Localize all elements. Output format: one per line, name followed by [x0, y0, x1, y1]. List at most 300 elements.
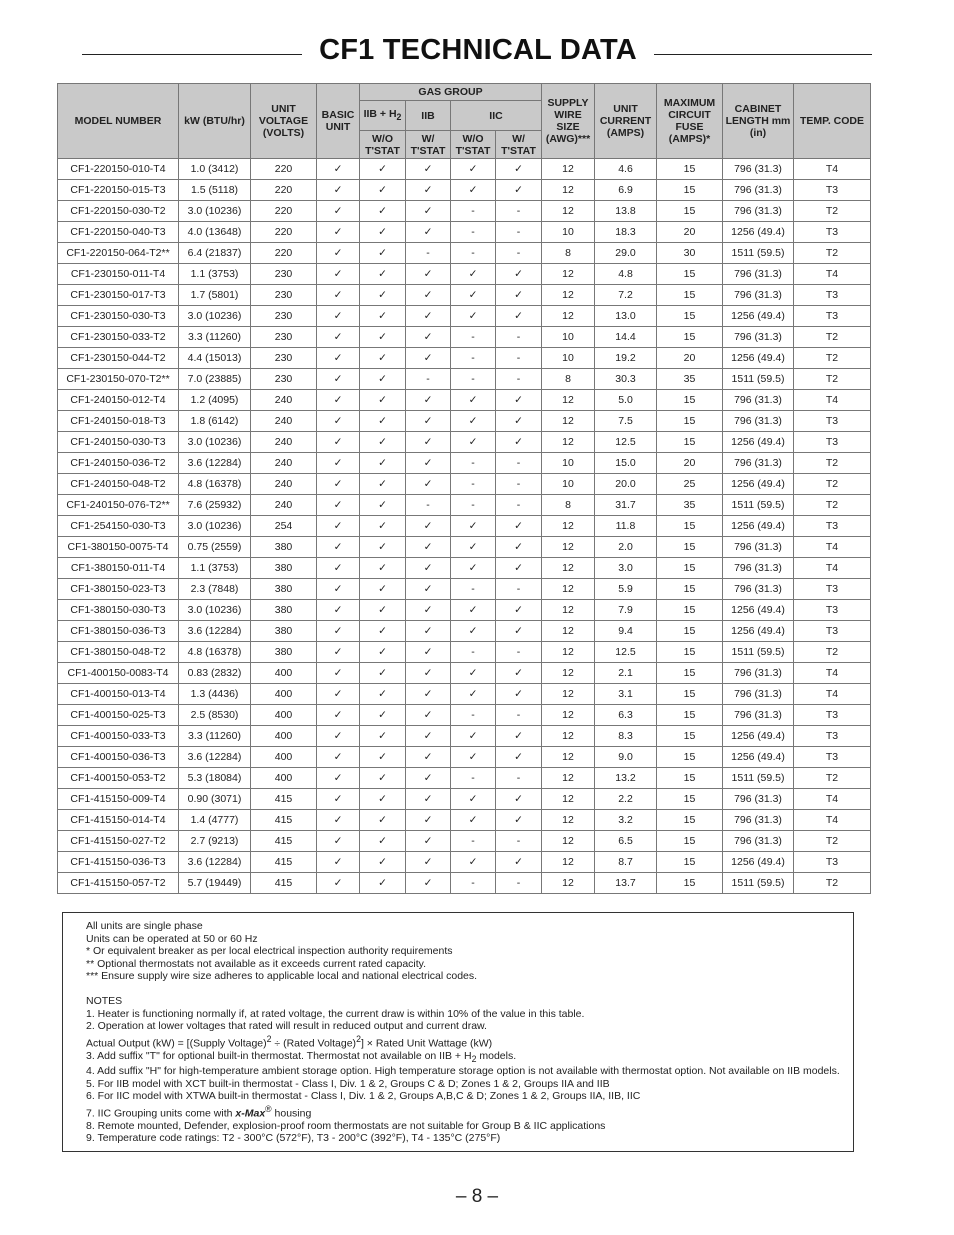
cell-iib-w-tstat: ✓	[406, 453, 451, 474]
cell-kw: 1.0 (3412)	[179, 159, 251, 180]
cell-cabinet: 796 (31.3)	[723, 180, 794, 201]
cell-iib-h2-wo-tstat: ✓	[360, 789, 406, 810]
cell-fuse: 15	[657, 579, 723, 600]
cell-basic: ✓	[317, 873, 360, 894]
cell-fuse: 15	[657, 705, 723, 726]
cell-iic-w-tstat: -	[496, 222, 542, 243]
cell-fuse: 25	[657, 474, 723, 495]
cell-iic-w-tstat: ✓	[496, 180, 542, 201]
cell-iic-wo-tstat: -	[451, 453, 496, 474]
cell-basic: ✓	[317, 390, 360, 411]
cell-iic-w-tstat: ✓	[496, 537, 542, 558]
cell-fuse: 15	[657, 159, 723, 180]
cell-kw: 5.3 (18084)	[179, 768, 251, 789]
cell-iic-wo-tstat: ✓	[451, 789, 496, 810]
cell-iic-wo-tstat: ✓	[451, 600, 496, 621]
cell-current: 12.5	[595, 642, 657, 663]
cell-iib-h2-wo-tstat: ✓	[360, 600, 406, 621]
cell-temp: T2	[794, 474, 871, 495]
cell-iic-wo-tstat: ✓	[451, 852, 496, 873]
cell-cabinet: 796 (31.3)	[723, 159, 794, 180]
cell-cabinet: 1511 (59.5)	[723, 369, 794, 390]
cell-iib-w-tstat: ✓	[406, 264, 451, 285]
cell-iic-w-tstat: ✓	[496, 285, 542, 306]
cell-iic-wo-tstat: ✓	[451, 180, 496, 201]
cell-current: 13.7	[595, 873, 657, 894]
cell-iic-w-tstat: -	[496, 495, 542, 516]
cell-fuse: 15	[657, 201, 723, 222]
cell-iic-w-tstat: -	[496, 768, 542, 789]
cell-iib-h2-wo-tstat: ✓	[360, 327, 406, 348]
cell-basic: ✓	[317, 663, 360, 684]
cell-iib-h2-wo-tstat: ✓	[360, 642, 406, 663]
cell-iic-wo-tstat: ✓	[451, 537, 496, 558]
cell-cabinet: 796 (31.3)	[723, 537, 794, 558]
cell-fuse: 15	[657, 537, 723, 558]
cell-wire: 12	[542, 285, 595, 306]
cell-fuse: 15	[657, 621, 723, 642]
cell-cabinet: 796 (31.3)	[723, 810, 794, 831]
table-row	[58, 537, 871, 558]
cell-voltage: 415	[251, 831, 317, 852]
cell-current: 3.1	[595, 684, 657, 705]
cell-fuse: 15	[657, 327, 723, 348]
cell-kw: 3.6 (12284)	[179, 747, 251, 768]
table-row	[58, 831, 871, 852]
cell-wire: 12	[542, 768, 595, 789]
cell-basic: ✓	[317, 369, 360, 390]
cell-iic-wo-tstat: ✓	[451, 684, 496, 705]
cell-cabinet: 796 (31.3)	[723, 201, 794, 222]
cell-iic-w-tstat: -	[496, 873, 542, 894]
cell-model: CF1-415150-057-T2	[58, 873, 179, 894]
note-formula	[86, 1033, 853, 1050]
cell-wire: 12	[542, 789, 595, 810]
cell-kw: 1.4 (4777)	[179, 810, 251, 831]
cell-kw: 7.6 (25932)	[179, 495, 251, 516]
cell-temp: T3	[794, 747, 871, 768]
header-max-circuit-fuse: MAXIMUM CIRCUIT FUSE (AMPS)*	[657, 84, 723, 159]
cell-fuse: 15	[657, 873, 723, 894]
cell-current: 11.8	[595, 516, 657, 537]
cell-iib-w-tstat: ✓	[406, 684, 451, 705]
table-row	[58, 348, 871, 369]
cell-cabinet: 1256 (49.4)	[723, 747, 794, 768]
cell-iib-w-tstat: ✓	[406, 663, 451, 684]
cell-iib-w-tstat: ✓	[406, 810, 451, 831]
cell-iib-h2-wo-tstat: ✓	[360, 285, 406, 306]
note-4: 4. Add suffix "H" for high-temperature ambient storage option. High temperature storage option is not available with thermostat option. Not available on IIB models.	[86, 1065, 840, 1078]
cell-kw: 3.0 (10236)	[179, 201, 251, 222]
cell-iic-wo-tstat: ✓	[451, 411, 496, 432]
cell-basic: ✓	[317, 768, 360, 789]
cell-cabinet: 1256 (49.4)	[723, 600, 794, 621]
cell-fuse: 15	[657, 432, 723, 453]
cell-temp: T2	[794, 369, 871, 390]
cell-model: CF1-400150-025-T3	[58, 705, 179, 726]
cell-iic-wo-tstat: ✓	[451, 264, 496, 285]
cell-wire: 12	[542, 810, 595, 831]
cell-wire: 10	[542, 453, 595, 474]
cell-iic-wo-tstat: -	[451, 705, 496, 726]
cell-model: CF1-240150-048-T2	[58, 474, 179, 495]
cell-model: CF1-380150-036-T3	[58, 621, 179, 642]
cell-iib-h2-wo-tstat: ✓	[360, 621, 406, 642]
cell-iic-wo-tstat: -	[451, 201, 496, 222]
cell-voltage: 400	[251, 768, 317, 789]
cell-basic: ✓	[317, 474, 360, 495]
cell-current: 9.0	[595, 747, 657, 768]
cell-iib-w-tstat: ✓	[406, 600, 451, 621]
table-row	[58, 705, 871, 726]
cell-wire: 12	[542, 705, 595, 726]
cell-model: CF1-230150-030-T3	[58, 306, 179, 327]
cell-voltage: 230	[251, 327, 317, 348]
header-unit-current: UNIT CURRENT (AMPS)	[595, 84, 657, 159]
cell-basic: ✓	[317, 411, 360, 432]
cell-iib-w-tstat: -	[406, 369, 451, 390]
cell-iic-wo-tstat: ✓	[451, 621, 496, 642]
cell-fuse: 15	[657, 411, 723, 432]
cell-wire: 12	[542, 663, 595, 684]
cell-basic: ✓	[317, 243, 360, 264]
table-row	[58, 621, 871, 642]
cell-kw: 7.0 (23885)	[179, 369, 251, 390]
cell-kw: 1.2 (4095)	[179, 390, 251, 411]
cell-temp: T3	[794, 411, 871, 432]
cell-iic-w-tstat: ✓	[496, 789, 542, 810]
cell-fuse: 15	[657, 663, 723, 684]
formula-part-b: ÷ (Rated Voltage)	[271, 1037, 357, 1049]
cell-kw: 4.4 (15013)	[179, 348, 251, 369]
cell-iic-wo-tstat: -	[451, 222, 496, 243]
cell-model: CF1-400150-036-T3	[58, 747, 179, 768]
cell-voltage: 380	[251, 558, 317, 579]
cell-temp: T2	[794, 453, 871, 474]
cell-model: CF1-220150-010-T4	[58, 159, 179, 180]
cell-kw: 1.3 (4436)	[179, 684, 251, 705]
cell-fuse: 15	[657, 516, 723, 537]
cell-iic-w-tstat: ✓	[496, 852, 542, 873]
cell-iib-w-tstat: ✓	[406, 474, 451, 495]
header-cabinet-length: CABINET LENGTH mm (in)	[723, 84, 794, 159]
cell-iib-w-tstat: ✓	[406, 390, 451, 411]
note-line: *** Ensure supply wire size adheres to applicable local and national electrical codes.	[86, 970, 478, 982]
cell-iic-w-tstat: ✓	[496, 726, 542, 747]
cell-iic-w-tstat: ✓	[496, 390, 542, 411]
cell-model: CF1-400150-013-T4	[58, 684, 179, 705]
cell-temp: T2	[794, 495, 871, 516]
note-9: 9. Temperature code ratings: T2 - 300°C (572°F), T3 - 200°C (392°F), T4 - 135°C (275°F)	[86, 1132, 501, 1145]
cell-voltage: 240	[251, 495, 317, 516]
cell-temp: T2	[794, 348, 871, 369]
general-notes	[86, 920, 853, 983]
table-body	[58, 159, 871, 894]
header-iib: IIB	[406, 101, 451, 131]
cell-iic-w-tstat: -	[496, 243, 542, 264]
cell-temp: T3	[794, 516, 871, 537]
cell-iib-h2-wo-tstat: ✓	[360, 684, 406, 705]
cell-iib-h2-wo-tstat: ✓	[360, 663, 406, 684]
cell-wire: 12	[542, 831, 595, 852]
table-row	[58, 768, 871, 789]
cell-model: CF1-240150-012-T4	[58, 390, 179, 411]
cell-basic: ✓	[317, 495, 360, 516]
cell-voltage: 400	[251, 663, 317, 684]
title-rule-right	[654, 54, 872, 55]
note-line: Units can be operated at 50 or 60 Hz	[86, 932, 258, 945]
cell-wire: 10	[542, 348, 595, 369]
cell-voltage: 240	[251, 474, 317, 495]
cell-temp: T3	[794, 705, 871, 726]
cell-wire: 12	[542, 390, 595, 411]
cell-iib-h2-wo-tstat: ✓	[360, 369, 406, 390]
cell-current: 7.2	[595, 285, 657, 306]
cell-wire: 12	[542, 873, 595, 894]
cell-kw: 2.3 (7848)	[179, 579, 251, 600]
cell-temp: T3	[794, 852, 871, 873]
cell-model: CF1-240150-030-T3	[58, 432, 179, 453]
cell-wire: 12	[542, 264, 595, 285]
cell-iib-h2-wo-tstat: ✓	[360, 852, 406, 873]
cell-iic-w-tstat: ✓	[496, 747, 542, 768]
cell-fuse: 15	[657, 831, 723, 852]
technical-data-table	[57, 83, 871, 894]
cell-current: 9.4	[595, 621, 657, 642]
cell-model: CF1-230150-044-T2	[58, 348, 179, 369]
cell-temp: T3	[794, 180, 871, 201]
cell-iib-w-tstat: ✓	[406, 411, 451, 432]
cell-basic: ✓	[317, 558, 360, 579]
header-iib-h2	[360, 101, 406, 131]
cell-iib-w-tstat: ✓	[406, 705, 451, 726]
cell-basic: ✓	[317, 810, 360, 831]
cell-cabinet: 796 (31.3)	[723, 663, 794, 684]
cell-cabinet: 796 (31.3)	[723, 390, 794, 411]
cell-kw: 4.8 (16378)	[179, 642, 251, 663]
cell-fuse: 35	[657, 369, 723, 390]
cell-basic: ✓	[317, 516, 360, 537]
cell-iib-h2-wo-tstat: ✓	[360, 474, 406, 495]
cell-iib-w-tstat: ✓	[406, 789, 451, 810]
cell-fuse: 15	[657, 810, 723, 831]
cell-current: 14.4	[595, 327, 657, 348]
cell-current: 8.7	[595, 852, 657, 873]
note-8: 8. Remote mounted, Defender, explosion-proof room thermostats are not suitable for Group B & IIC applications	[86, 1119, 606, 1132]
cell-current: 19.2	[595, 348, 657, 369]
table-row	[58, 180, 871, 201]
cell-iic-w-tstat: -	[496, 705, 542, 726]
cell-temp: T4	[794, 810, 871, 831]
cell-iib-w-tstat: ✓	[406, 768, 451, 789]
table-row	[58, 159, 871, 180]
table-row	[58, 747, 871, 768]
table-row	[58, 327, 871, 348]
cell-wire: 12	[542, 621, 595, 642]
cell-kw: 5.7 (19449)	[179, 873, 251, 894]
cell-temp: T2	[794, 327, 871, 348]
table-row	[58, 516, 871, 537]
cell-iib-h2-wo-tstat: ✓	[360, 810, 406, 831]
cell-iib-w-tstat: -	[406, 243, 451, 264]
table-row	[58, 789, 871, 810]
cell-model: CF1-220150-030-T2	[58, 201, 179, 222]
cell-iib-h2-wo-tstat: ✓	[360, 348, 406, 369]
cell-basic: ✓	[317, 201, 360, 222]
cell-current: 15.0	[595, 453, 657, 474]
cell-fuse: 15	[657, 285, 723, 306]
page-title: CF1 TECHNICAL DATA	[319, 34, 637, 66]
cell-iib-h2-wo-tstat: ✓	[360, 159, 406, 180]
cell-iic-w-tstat: ✓	[496, 810, 542, 831]
cell-fuse: 20	[657, 222, 723, 243]
note-line: ** Optional thermostats not available as it exceeds current rated capacity.	[86, 957, 427, 970]
cell-iib-w-tstat: ✓	[406, 222, 451, 243]
cell-iib-h2-wo-tstat: ✓	[360, 768, 406, 789]
cell-fuse: 15	[657, 768, 723, 789]
cell-temp: T4	[794, 390, 871, 411]
cell-fuse: 15	[657, 180, 723, 201]
cell-fuse: 15	[657, 642, 723, 663]
cell-iib-w-tstat: ✓	[406, 159, 451, 180]
header-iib-h2-wo-tstat: W/O T'STAT	[360, 131, 406, 159]
cell-iic-wo-tstat: -	[451, 474, 496, 495]
cell-iic-w-tstat: -	[496, 453, 542, 474]
cell-iib-w-tstat: ✓	[406, 726, 451, 747]
cell-basic: ✓	[317, 348, 360, 369]
cell-model: CF1-230150-033-T2	[58, 327, 179, 348]
cell-wire: 12	[542, 432, 595, 453]
cell-temp: T4	[794, 537, 871, 558]
cell-model: CF1-400150-033-T3	[58, 726, 179, 747]
cell-cabinet: 1256 (49.4)	[723, 348, 794, 369]
cell-current: 5.9	[595, 579, 657, 600]
cell-temp: T4	[794, 558, 871, 579]
cell-current: 7.9	[595, 600, 657, 621]
cell-basic: ✓	[317, 180, 360, 201]
cell-iib-w-tstat: ✓	[406, 579, 451, 600]
cell-iic-w-tstat: ✓	[496, 663, 542, 684]
cell-model: CF1-380150-0075-T4	[58, 537, 179, 558]
cell-basic: ✓	[317, 831, 360, 852]
cell-cabinet: 796 (31.3)	[723, 558, 794, 579]
header-iib-h2-label: IIB + H	[363, 107, 397, 120]
table-row	[58, 474, 871, 495]
cell-wire: 12	[542, 411, 595, 432]
cell-wire: 12	[542, 537, 595, 558]
cell-current: 2.0	[595, 537, 657, 558]
cell-iic-wo-tstat: ✓	[451, 558, 496, 579]
cell-iic-w-tstat: -	[496, 579, 542, 600]
cell-kw: 1.5 (5118)	[179, 180, 251, 201]
cell-iic-w-tstat: -	[496, 201, 542, 222]
table-row	[58, 558, 871, 579]
cell-temp: T4	[794, 684, 871, 705]
cell-basic: ✓	[317, 327, 360, 348]
cell-wire: 10	[542, 327, 595, 348]
cell-cabinet: 796 (31.3)	[723, 411, 794, 432]
page-number: – 8 –	[455, 1186, 499, 1207]
cell-fuse: 20	[657, 453, 723, 474]
cell-basic: ✓	[317, 264, 360, 285]
table-row	[58, 411, 871, 432]
table-row	[58, 684, 871, 705]
cell-kw: 3.0 (10236)	[179, 516, 251, 537]
cell-iic-w-tstat: ✓	[496, 516, 542, 537]
cell-voltage: 380	[251, 579, 317, 600]
cell-temp: T3	[794, 621, 871, 642]
cell-current: 8.3	[595, 726, 657, 747]
registered-mark: ®	[265, 1103, 272, 1114]
cell-wire: 12	[542, 684, 595, 705]
cell-iib-h2-wo-tstat: ✓	[360, 390, 406, 411]
cell-cabinet: 796 (31.3)	[723, 327, 794, 348]
cell-cabinet: 1511 (59.5)	[723, 873, 794, 894]
cell-iic-wo-tstat: -	[451, 642, 496, 663]
cell-iib-w-tstat: ✓	[406, 327, 451, 348]
cell-voltage: 230	[251, 348, 317, 369]
note-3	[86, 1050, 853, 1066]
note-7-end: housing	[271, 1107, 312, 1120]
cell-basic: ✓	[317, 684, 360, 705]
cell-voltage: 415	[251, 873, 317, 894]
cell-iic-w-tstat: ✓	[496, 621, 542, 642]
cell-fuse: 20	[657, 348, 723, 369]
cell-iib-w-tstat: ✓	[406, 831, 451, 852]
cell-model: CF1-400150-053-T2	[58, 768, 179, 789]
table-row	[58, 285, 871, 306]
cell-iib-h2-wo-tstat: ✓	[360, 747, 406, 768]
cell-iib-w-tstat: ✓	[406, 432, 451, 453]
cell-iic-w-tstat: ✓	[496, 684, 542, 705]
cell-temp: T2	[794, 873, 871, 894]
cell-wire: 10	[542, 222, 595, 243]
cell-basic: ✓	[317, 705, 360, 726]
header-iib-w-tstat: W/ T'STAT	[406, 131, 451, 159]
cell-temp: T2	[794, 243, 871, 264]
cell-model: CF1-380150-011-T4	[58, 558, 179, 579]
cell-iic-w-tstat: ✓	[496, 306, 542, 327]
cell-temp: T2	[794, 201, 871, 222]
cell-basic: ✓	[317, 789, 360, 810]
cell-voltage: 220	[251, 222, 317, 243]
cell-iib-h2-wo-tstat: ✓	[360, 306, 406, 327]
cell-iic-wo-tstat: ✓	[451, 810, 496, 831]
cell-basic: ✓	[317, 621, 360, 642]
cell-current: 4.8	[595, 264, 657, 285]
note-7-text: 7. IIC Grouping units come with	[86, 1107, 236, 1120]
cell-iic-wo-tstat: -	[451, 873, 496, 894]
cell-fuse: 15	[657, 747, 723, 768]
cell-iic-wo-tstat: ✓	[451, 432, 496, 453]
cell-iib-h2-wo-tstat: ✓	[360, 558, 406, 579]
header-supply-wire-size: SUPPLY WIRE SIZE (AWG)***	[542, 84, 595, 159]
cell-voltage: 400	[251, 684, 317, 705]
cell-kw: 0.90 (3071)	[179, 789, 251, 810]
cell-wire: 12	[542, 726, 595, 747]
cell-model: CF1-415150-036-T3	[58, 852, 179, 873]
title-block	[82, 34, 872, 74]
cell-current: 12.5	[595, 432, 657, 453]
cell-temp: T2	[794, 768, 871, 789]
cell-iib-w-tstat: ✓	[406, 642, 451, 663]
cell-kw: 1.1 (3753)	[179, 558, 251, 579]
cell-model: CF1-380150-023-T3	[58, 579, 179, 600]
cell-current: 13.2	[595, 768, 657, 789]
cell-basic: ✓	[317, 159, 360, 180]
cell-model: CF1-230150-070-T2**	[58, 369, 179, 390]
cell-cabinet: 796 (31.3)	[723, 789, 794, 810]
